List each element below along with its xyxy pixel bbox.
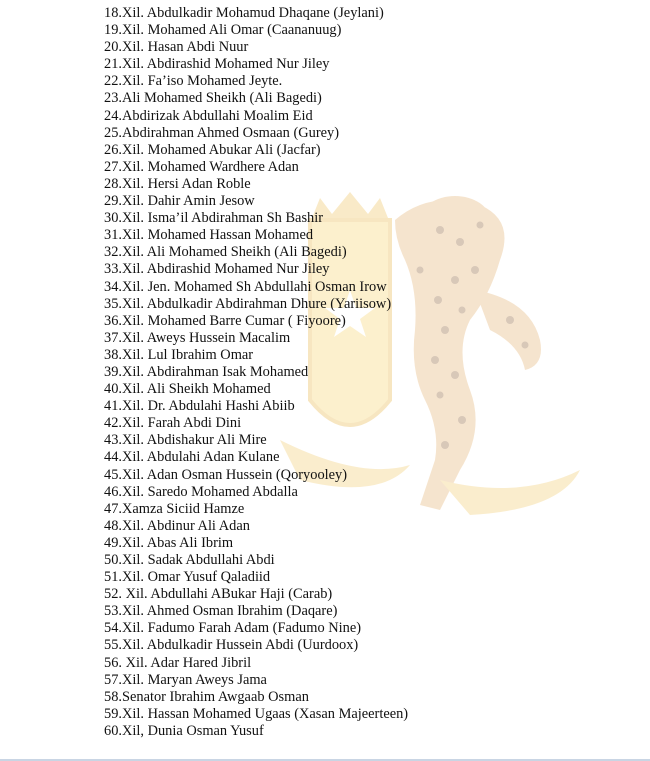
list-item: 55.Xil. Abdulkadir Hussein Abdi (Uurdoox) bbox=[104, 637, 359, 654]
list-item: 36.Xil. Mohamed Barre Cumar ( Fiyoore) bbox=[104, 312, 346, 329]
list-item: 40.Xil. Ali Sheikh Mohamed bbox=[104, 381, 271, 398]
list-item: 51.Xil. Omar Yusuf Qaladiid bbox=[104, 569, 271, 586]
list-item: 60.Xil, Dunia Osman Yusuf bbox=[104, 722, 264, 739]
list-item: 37.Xil. Aweys Hussein Macalim bbox=[104, 329, 291, 346]
leopard-spots bbox=[417, 222, 529, 450]
list-item: 57.Xil. Maryan Aweys Jama bbox=[104, 671, 267, 688]
leopard-head bbox=[420, 196, 490, 244]
list-item: 21.Xil. Abdirashid Mohamed Nur Jiley bbox=[104, 56, 330, 73]
list-item: 54.Xil. Fadumo Farah Adam (Fadumo Nine) bbox=[104, 620, 362, 637]
list-item: 24.Abdirizak Abdullahi Moalim Eid bbox=[104, 107, 313, 124]
list-item: 53.Xil. Ahmed Osman Ibrahim (Daqare) bbox=[104, 603, 338, 620]
list-item: 38.Xil. Lul Ibrahim Omar bbox=[104, 346, 254, 363]
list-item: 46.Xil. Saredo Mohamed Abdalla bbox=[104, 483, 298, 500]
list-item: 47.Xamza Siciid Hamze bbox=[104, 500, 245, 517]
list-item: 23.Ali Mohamed Sheikh (Ali Bagedi) bbox=[104, 90, 322, 107]
list-item: 18.Xil. Abdulkadir Mohamud Dhaqane (Jeylani) bbox=[104, 5, 384, 21]
list-item: 48.Xil. Abdinur Ali Adan bbox=[104, 517, 250, 534]
list-item: 43.Xil. Abdishakur Ali Mire bbox=[104, 432, 267, 449]
list-item: 26.Xil. Mohamed Abukar Ali (Jacfar) bbox=[104, 141, 321, 158]
ribbon-right bbox=[440, 470, 580, 515]
list-item: 31.Xil. Mohamed Hassan Mohamed bbox=[104, 227, 314, 244]
list-item: 58.Senator Ibrahim Awgaab Osman bbox=[104, 688, 309, 705]
list-item: 41.Xil. Dr. Abdulahi Hashi Abiib bbox=[104, 398, 295, 415]
list-item: 30.Xil. Isma’il Abdirahman Sh Bashir bbox=[104, 210, 324, 227]
list-item: 33.Xil. Abdirashid Mohamed Nur Jiley bbox=[104, 261, 330, 278]
list-item: 35.Xil. Abdulkadir Abdirahman Dhure (Yariisow) bbox=[104, 295, 392, 312]
list-item: 34.Xil. Jen. Mohamed Sh Abdullahi Osman Irow bbox=[104, 278, 387, 295]
list-item: 44.Xil. Abdulahi Adan Kulane bbox=[104, 449, 280, 466]
leopard-front-leg bbox=[475, 290, 541, 370]
list-item: 50.Xil. Sadak Abdullahi Abdi bbox=[104, 552, 275, 568]
list-item: 25.Abdirahman Ahmed Osmaan (Gurey) bbox=[104, 124, 339, 141]
list-item: 42.Xil. Farah Abdi Dini bbox=[104, 415, 242, 432]
names-list bbox=[104, 5, 408, 740]
list-item: 56. Xil. Adar Hared Jibril bbox=[104, 654, 252, 671]
list-item: 32.Xil. Ali Mohamed Sheikh (Ali Bagedi) bbox=[104, 244, 347, 261]
list-item: 39.Xil. Abdirahman Isak Mohamed bbox=[104, 363, 309, 380]
list-item: 45.Xil. Adan Osman Hussein (Qoryooley) bbox=[104, 466, 348, 483]
list-item: 20.Xil. Hasan Abdi Nuur bbox=[104, 39, 249, 56]
list-item: 49.Xil. Abas Ali Ibrim bbox=[104, 534, 234, 551]
list-item: 19.Xil. Mohamed Ali Omar (Caananuug) bbox=[104, 22, 342, 39]
list-item: 27.Xil. Mohamed Wardhere Adan bbox=[104, 158, 299, 175]
list-item: 22.Xil. Fa’iso Mohamed Jeyte. bbox=[104, 73, 283, 90]
list-item: 29.Xil. Dahir Amin Jesow bbox=[104, 193, 255, 210]
list-item: 28.Xil. Hersi Adan Roble bbox=[104, 175, 251, 192]
list-item: 52. Xil. Abdullahi ABukar Haji (Carab) bbox=[104, 586, 333, 603]
leopard-body bbox=[395, 200, 505, 510]
list-item: 59.Xil. Hassan Mohamed Ugaas (Xasan Majeerteen) bbox=[104, 705, 409, 722]
